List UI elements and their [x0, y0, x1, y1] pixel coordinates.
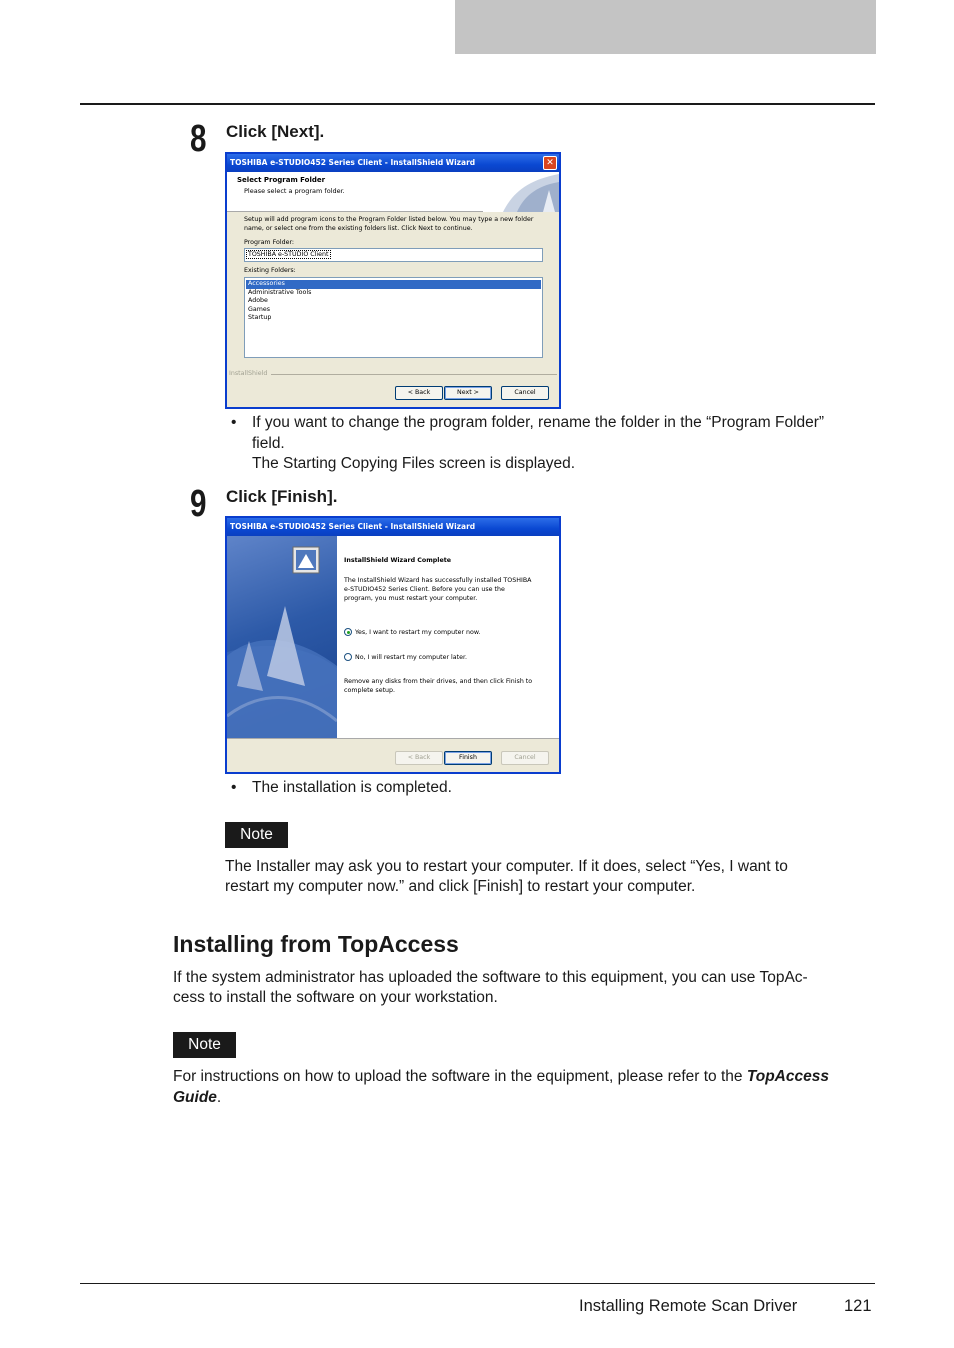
installshield-swoosh-icon	[483, 172, 559, 212]
wizard-button-bar	[227, 738, 559, 772]
note-tag: Note	[225, 822, 288, 848]
list-item[interactable]: Games	[248, 305, 271, 313]
close-icon[interactable]: ✕	[543, 156, 557, 170]
installer-icon	[292, 546, 320, 574]
group-divider	[271, 374, 557, 375]
guide-reference: TopAccess	[746, 1068, 829, 1085]
cancel-button[interactable]: Cancel	[501, 751, 549, 765]
remove-disks-line: complete setup.	[344, 687, 396, 694]
dialog-titlebar: TOSHIBA e-STUDIO452 Series Client - InstallShield Wizard	[227, 518, 559, 536]
note-text: The Installer may ask you to restart your computer. If it does, select “Yes, I want to	[225, 858, 788, 875]
restart-yes-label[interactable]: Yes, I want to restart my computer now.	[355, 629, 481, 636]
wizard-side-panel	[227, 536, 337, 738]
back-button[interactable]: < Back	[395, 386, 443, 400]
back-button[interactable]: < Back	[395, 751, 443, 765]
wizard-body-line: program, you must restart your computer.	[344, 595, 478, 602]
step-title: Click [Next].	[226, 122, 325, 141]
section-text: If the system administrator has uploaded the software to this equipment, you can use TopAc-	[173, 969, 808, 986]
dialog-titlebar: TOSHIBA e-STUDIO452 Series Client - InstallShield Wizard	[227, 154, 559, 172]
step-title: Click [Finish].	[226, 487, 338, 506]
step-number: 9	[190, 483, 207, 525]
bullet-text: The Starting Copying Files screen is displayed.	[252, 455, 576, 472]
wizard-body-line: The InstallShield Wizard has successfully installed TOSHIBA	[344, 577, 532, 584]
bullet-text: The installation is completed.	[252, 779, 452, 796]
wizard-content-panel	[337, 536, 559, 738]
section-text: cess to install the software on your workstation.	[173, 989, 498, 1006]
note-text	[173, 1088, 221, 1109]
program-folder-value: TOSHIBA e-STUDIO Client	[248, 251, 329, 258]
remove-disks-line: Remove any disks from their drives, and then click Finish to	[344, 678, 533, 685]
dialog-subheading: Please select a program folder.	[244, 187, 345, 195]
existing-folders-label: Existing Folders:	[244, 267, 296, 274]
cancel-button[interactable]: Cancel	[501, 386, 549, 400]
group-label: InstallShield	[229, 370, 268, 377]
list-item[interactable]: Administrative Tools	[248, 288, 312, 296]
bullet-text: field.	[252, 435, 285, 452]
bullet-marker: •	[231, 779, 237, 796]
bullet-marker: •	[231, 414, 237, 431]
note-text	[173, 1067, 829, 1088]
dialog-heading: Select Program Folder	[237, 176, 326, 184]
select-program-folder-dialog	[225, 152, 561, 409]
section-heading: Installing from TopAccess	[173, 931, 459, 957]
note-text: restart my computer now.” and click [Finish] to restart your computer.	[225, 878, 696, 895]
finish-button[interactable]: Finish	[444, 751, 492, 765]
instructions-line: name, or select one from the existing folders list. Click Next to continue.	[244, 225, 473, 232]
guide-reference: Guide	[173, 1089, 217, 1106]
list-item[interactable]: Accessories	[246, 280, 541, 289]
bullet-text: If you want to change the program folder, rename the folder in the “Program Folder”	[252, 414, 825, 431]
note-text-prefix: For instructions on how to upload the software in the equipment, please refer to the	[173, 1068, 747, 1085]
list-item[interactable]: Startup	[248, 314, 272, 321]
restart-no-label[interactable]: No, I will restart my computer later.	[355, 654, 468, 661]
next-button[interactable]: Next >	[444, 386, 492, 400]
top-rule	[80, 103, 875, 105]
wizard-complete-dialog	[225, 516, 561, 774]
page-number: 121	[844, 1297, 872, 1315]
existing-folders-list[interactable]	[244, 277, 543, 358]
restart-no-radio[interactable]	[344, 653, 352, 661]
header-bar	[455, 0, 876, 54]
note-tag: Note	[173, 1032, 236, 1058]
step-number: 8	[190, 118, 207, 160]
bottom-rule	[80, 1283, 875, 1284]
list-item[interactable]: Adobe	[248, 297, 268, 304]
footer-title: Installing Remote Scan Driver	[579, 1297, 798, 1315]
restart-yes-radio[interactable]	[344, 628, 352, 636]
wizard-body-line: e-STUDIO452 Series Client. Before you can use the	[344, 586, 505, 593]
program-folder-label: Program Folder:	[244, 239, 295, 246]
note-text-suffix: .	[216, 1089, 222, 1106]
wizard-heading: InstallShield Wizard Complete	[344, 557, 452, 564]
installshield-artwork-icon	[227, 536, 337, 738]
program-folder-input[interactable]	[244, 248, 543, 262]
instructions-line: Setup will add program icons to the Program Folder listed below. You may type a new folder	[244, 216, 534, 223]
dialog-header	[227, 172, 559, 212]
